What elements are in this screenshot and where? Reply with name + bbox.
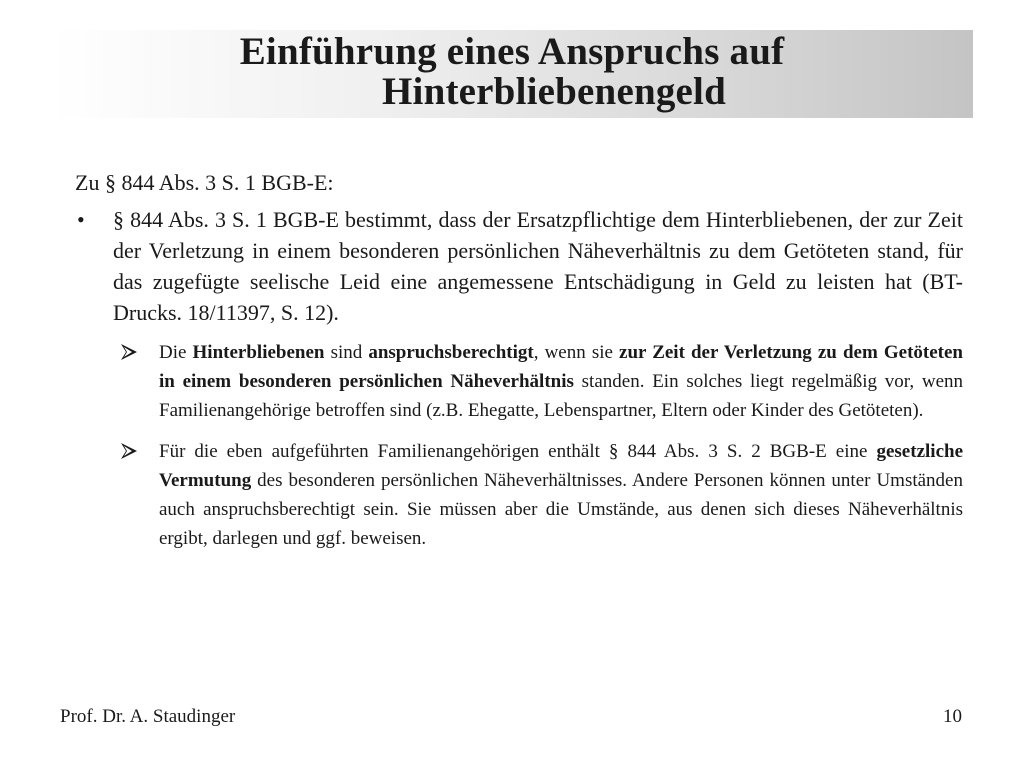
sub1-bold-1: Hinterbliebenen xyxy=(192,342,325,363)
sub-bullet-1 xyxy=(75,338,963,425)
sub2-bold-1: gesetzliche Vermutung xyxy=(159,441,963,491)
arrowhead-bullet-icon xyxy=(119,441,139,461)
sub2-text-2: des besonderen persönlichen Näheverhältnisses. Andere Personen können unter Umständen auch anspruchsberechtigt sein. Sie müssen aber die Umstände, aus denen sich dieses Näheverhältnis ergibt, darlegen und ggf. beweisen. xyxy=(159,470,963,549)
sub1-text-3: , wenn sie xyxy=(533,342,620,363)
arrowhead-bullet-icon xyxy=(119,342,139,362)
sub1-text-4: standen. Ein solches liegt regelmäßig vor, wenn Familienangehörige betroffen sind (z.B. Ehegatte, Lebenspartner, Eltern oder Kinder des Getöteten). xyxy=(159,371,963,421)
sub1-bold-3: zur Zeit der Verletzung zu dem Getöteten in einem besonderen persönlichen Näheverhältnis xyxy=(159,342,963,392)
sub1-bold-2: anspruchsberechtigt xyxy=(368,342,534,363)
footer-author: Prof. Dr. A. Staudinger xyxy=(60,706,236,727)
sub1-text-2: sind xyxy=(324,342,369,363)
bullet-dot-icon: • xyxy=(77,207,85,232)
title-banner xyxy=(51,30,973,118)
slide-title-line-1: Einführung eines Anspruchs auf xyxy=(239,30,785,73)
section-heading: Zu § 844 Abs. 3 S. 1 BGB-E: xyxy=(75,170,334,195)
bullet-item xyxy=(75,204,963,328)
sub2-text-1: Für die eben aufgeführten Familienangehörigen enthält § 844 Abs. 3 S. 2 BGB-E eine xyxy=(159,441,877,462)
slide-body xyxy=(75,168,963,553)
sub-bullet-2 xyxy=(75,437,963,553)
slide-title-line-2: Hinterbliebenengeld xyxy=(382,70,726,113)
bullet-text: § 844 Abs. 3 S. 1 BGB-E bestimmt, dass der Ersatzpflichtige dem Hinterbliebenen, der zur Zeit der Verletzung in einem besonderen persönlichen Näheverhältnis zu dem Getöteten stand, für das zugefügte seelische Leid eine angemessene Entschädigung in Geld zu leisten hat (BT-Drucks. 18/11397, S. 12). xyxy=(113,207,963,325)
page-number: 10 xyxy=(943,706,962,727)
sub1-text-1: Die xyxy=(159,342,193,363)
